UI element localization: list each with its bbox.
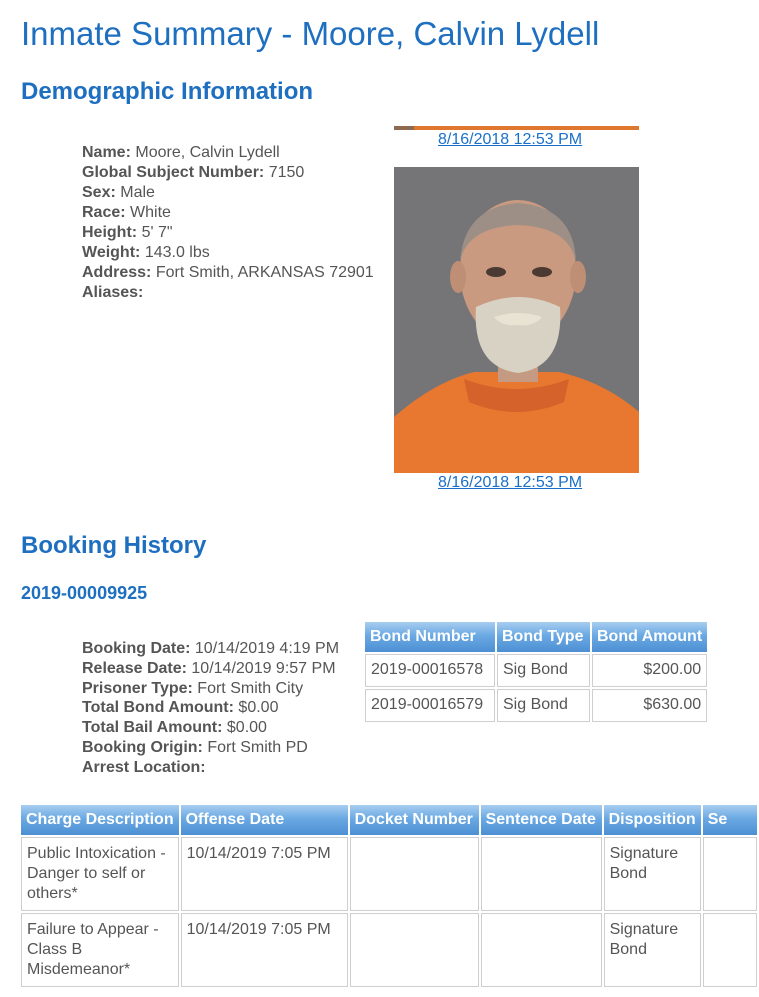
photo-date-link[interactable]: 8/16/2018 12:53 PM [438,131,583,148]
bond-type-cell: Sig Bond [497,654,590,687]
disposition-cell: Signature Bond [604,913,701,987]
table-row [365,689,707,722]
charges-col-docket-number[interactable]: Docket Number [350,805,479,835]
table-row [21,913,757,987]
previous-photo-thumbnail[interactable] [394,126,639,130]
charges-col-charge-description[interactable]: Charge Description [21,805,179,835]
field-height: Height: 5' 7" [82,224,173,241]
field-weight: Weight: 143.0 lbs [82,244,210,261]
field-address: Address: Fort Smith, ARKANSAS 72901 [82,264,374,281]
charges-col-disposition[interactable]: Disposition [604,805,701,835]
mugshot-date-link[interactable]: 8/16/2018 12:53 PM [438,474,583,491]
bonds-col-bond-amount[interactable]: Bond Amount [592,622,707,652]
offense-date-cell: 10/14/2019 7:05 PM [181,913,348,987]
bonds-col-bond-number[interactable]: Bond Number [365,622,495,652]
charges-header-row [21,805,757,835]
bonds-col-bond-type[interactable]: Bond Type [497,622,590,652]
bond-number-cell: 2019-00016579 [365,689,495,722]
mugshot-photo[interactable] [394,167,639,473]
booking-history-heading: Booking History [21,532,207,559]
field-race: Race: White [82,204,171,221]
sentence-date-cell [481,837,602,911]
charges-col-sentence[interactable]: Se [703,805,757,835]
field-total-bail-amount: Total Bail Amount: $0.00 [82,719,267,737]
field-prisoner-type: Prisoner Type: Fort Smith City [82,679,304,697]
disposition-cell: Signature Bond [604,837,701,911]
bond-amount-cell: $630.00 [592,689,707,722]
field-total-bond-amount: Total Bond Amount: $0.00 [82,699,279,717]
field-sex: Sex: Male [82,184,155,201]
field-booking-origin: Booking Origin: Fort Smith PD [82,738,308,756]
field-release-date: Release Date: 10/14/2019 9:57 PM [82,659,336,677]
charges-table [19,803,759,989]
charges-col-offense-date[interactable]: Offense Date [181,805,348,835]
booking-id-heading: 2019-00009925 [21,583,148,603]
sentence-date-cell [481,913,602,987]
mugshot-illustration [394,167,639,473]
page-title: Inmate Summary - Moore, Calvin Lydell [21,15,600,52]
booking-info [82,639,339,778]
bond-number-cell: 2019-00016578 [365,654,495,687]
charge-description-cell: Failure to Appear - Class B Misdemeanor* [21,913,179,987]
sentence-cell [703,913,757,987]
bonds-header-row [365,622,707,652]
charges-col-sentence-date[interactable]: Sentence Date [481,805,602,835]
table-row [21,837,757,911]
charge-description-cell: Public Intoxication - Danger to self or others* [21,837,179,911]
charges-table-container [19,803,728,997]
docket-number-cell [350,837,479,911]
field-name: Name: Moore, Calvin Lydell [82,144,280,161]
field-global-subject-number: Global Subject Number: 7150 [82,164,305,181]
bonds-table [363,620,709,724]
table-row [365,654,707,687]
docket-number-cell [350,913,479,987]
sentence-cell [703,837,757,911]
field-arrest-location: Arrest Location: [82,758,206,776]
bond-amount-cell: $200.00 [592,654,707,687]
demographic-heading: Demographic Information [21,78,314,105]
demographic-info [82,143,374,303]
bond-type-cell: Sig Bond [497,689,590,722]
field-aliases: Aliases: [82,284,144,301]
offense-date-cell: 10/14/2019 7:05 PM [181,837,348,911]
field-booking-date: Booking Date: 10/14/2019 4:19 PM [82,640,340,657]
